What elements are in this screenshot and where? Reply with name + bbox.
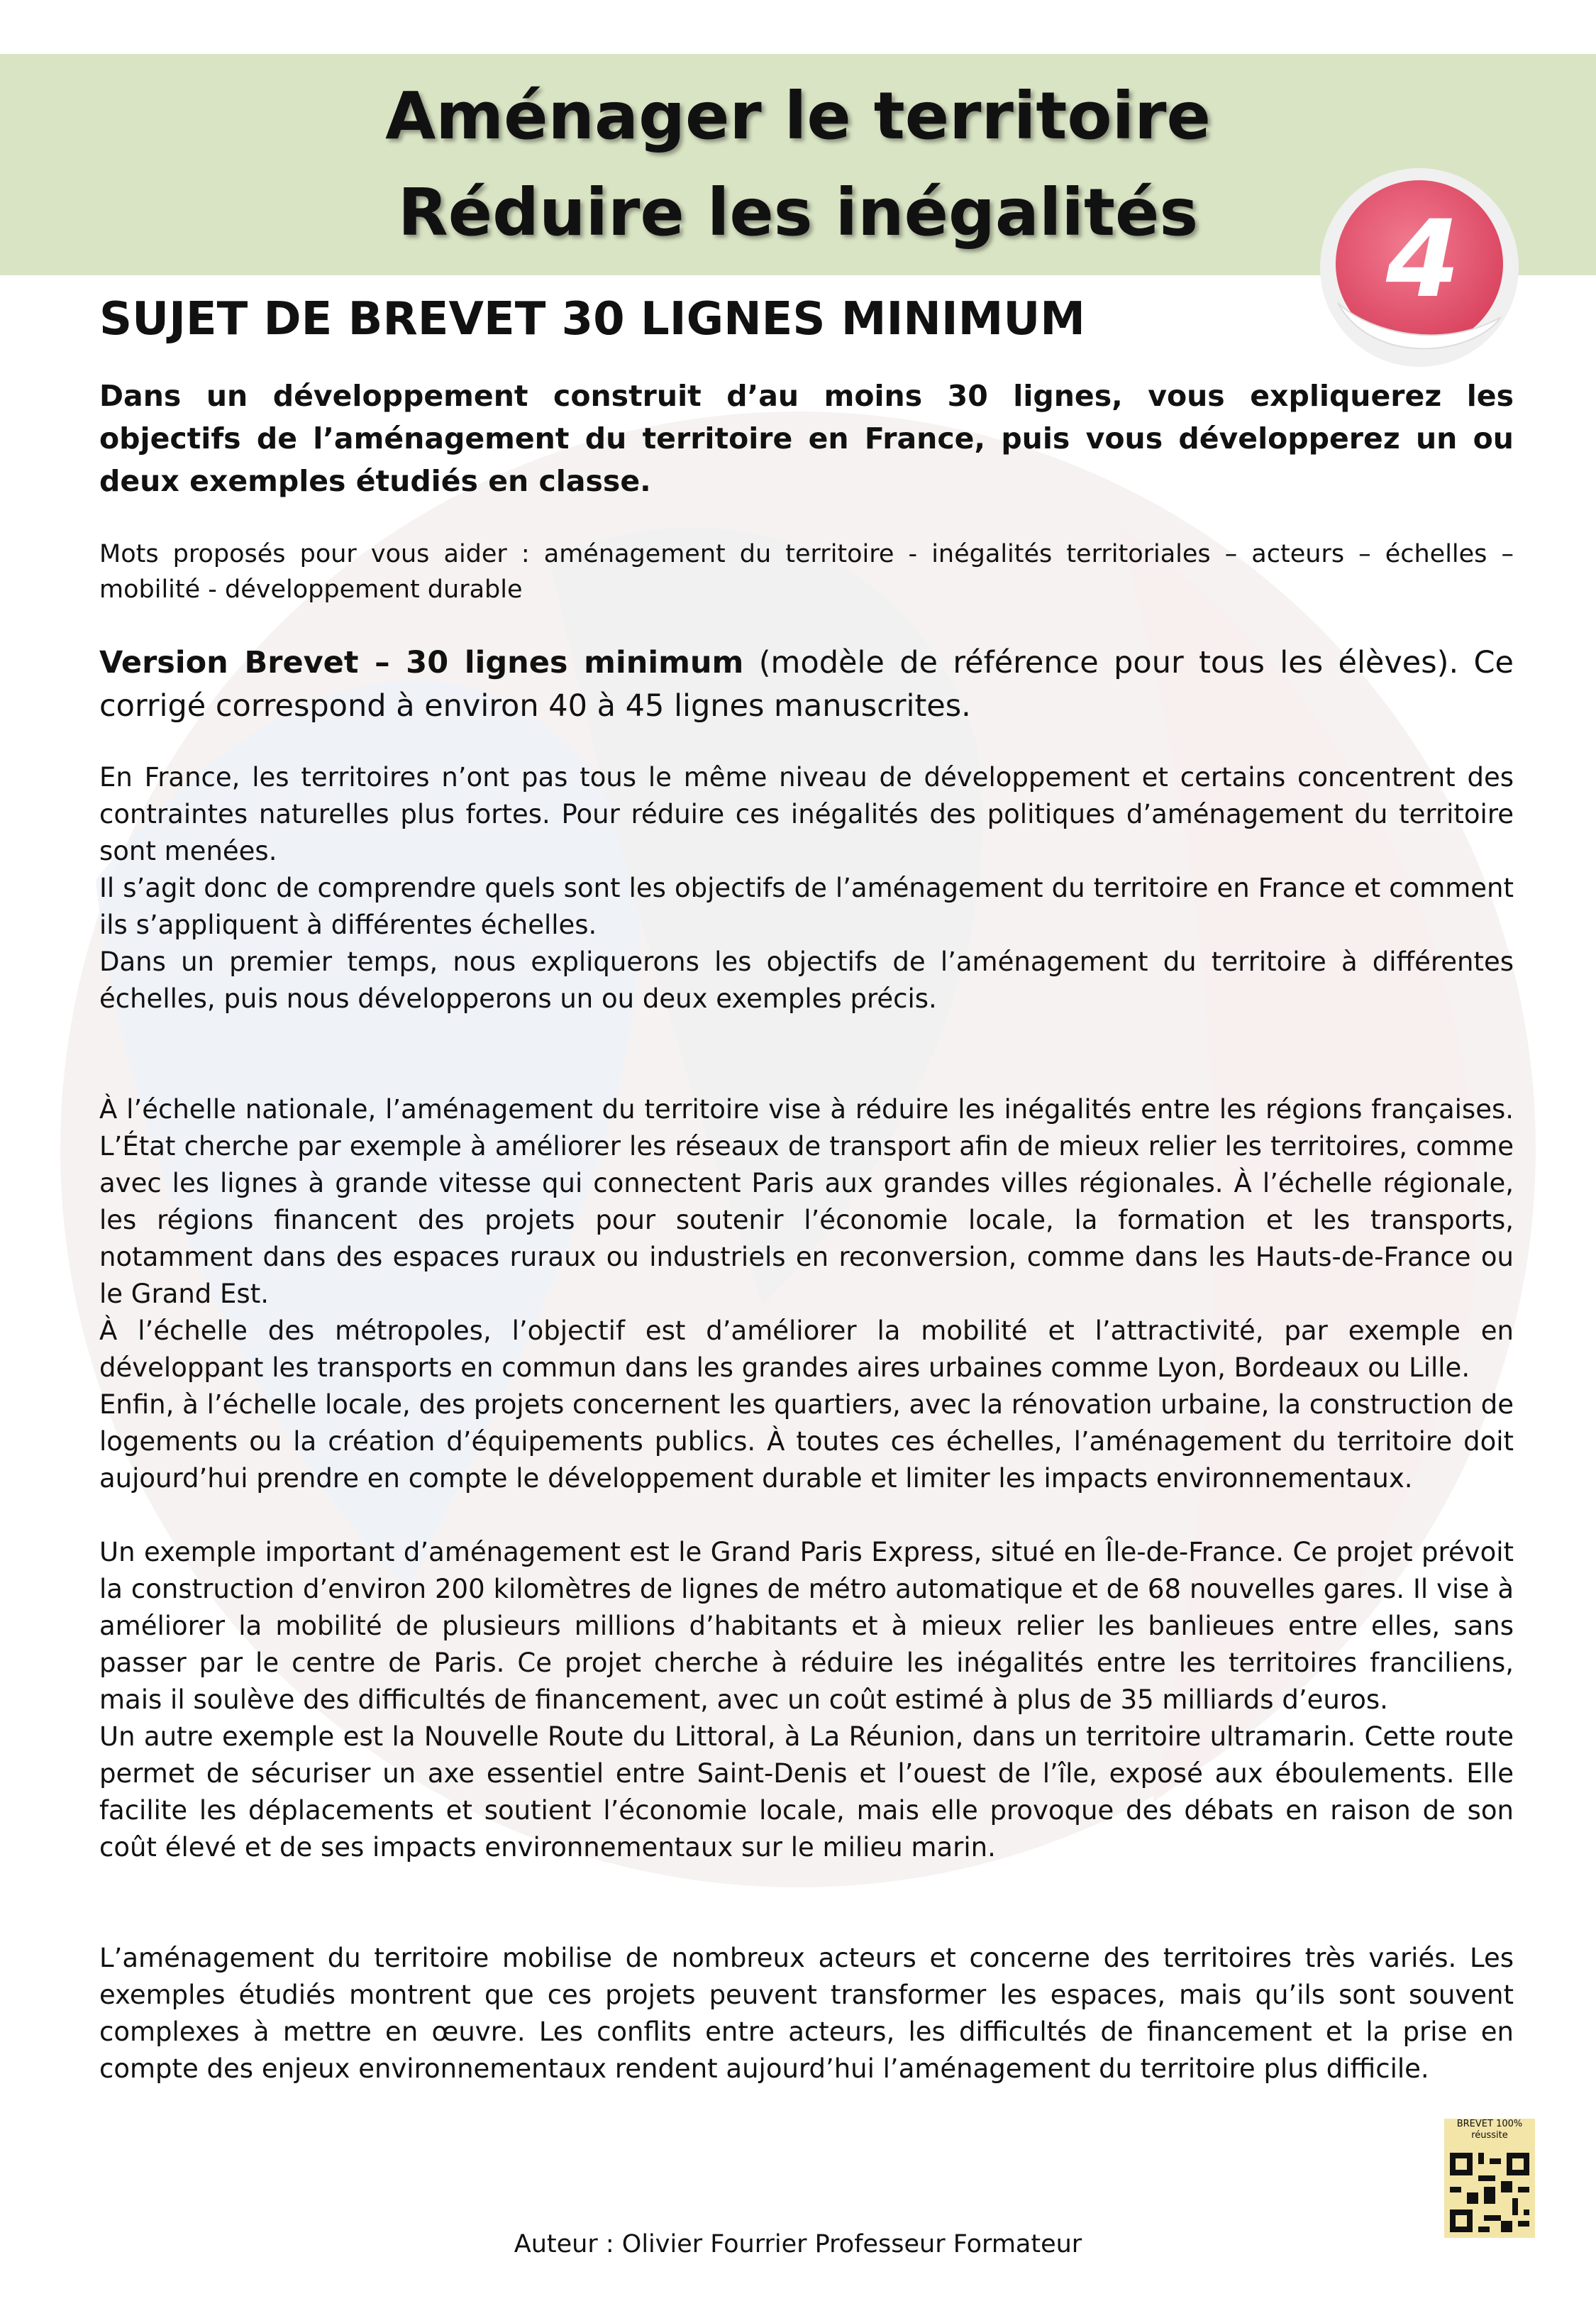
development-paragraph-national-regional: À l’échelle nationale, l’aménagement du territoire vise à réduire les inégalités entre les régions françaises. L’État cherche par exemple à améliorer les réseaux de transport afin de mieux relier les territoires, comme avec les lignes à grande vitesse qui connectent Paris aux grandes villes régionales. À l’échelle régionale, les régions financent des projets pour soutenir l’économie locale, la formation et les transports, notamment dans des espaces ruraux ou industriels en reconversion, comme dans les Hauts-de-France ou le Grand Est.: [99, 1094, 1514, 1309]
example-paragraph-route-littoral: Un autre exemple est la Nouvelle Route du Littoral, à La Réunion, dans un territoire ultramarin. Cette route permet de sécuriser un axe essentiel entre Saint-Denis et l’ouest de l’île, exposé aux éboulements. Elle facilite les déplacements et soutient l’économie locale, mais elle provoque des débats en raison de son coût élevé et de ses impacts environnementaux sur le milieu marin.: [99, 1721, 1514, 1863]
version-note-rest: (modèle de référence pour tous les élèves). Ce corrigé correspond à environ 40 à 45 lignes manuscrites.: [99, 645, 1514, 724]
footer-author: Auteur : Olivier Fourrier Professeur Formateur: [514, 2230, 1082, 2258]
subject-heading: SUJET DE BREVET 30 LIGNES MINIMUM: [99, 293, 1085, 346]
development-paragraph-metropoles: À l’échelle des métropoles, l’objectif est d’améliorer la mobilité et l’attractivité, par exemple en développant les transports en commun dans les grandes aires urbaines comme Lyon, Bordeaux ou Lille.: [99, 1315, 1514, 1383]
suggested-words: Mots proposés pour vous aider : aménagement du territoire - inégalités territoriales – acteurs – échelles – mobilité - développement durable: [99, 540, 1514, 604]
qr-code-icon: [1444, 2147, 1535, 2238]
conclusion-paragraph: L’aménagement du territoire mobilise de nombreux acteurs et concerne des territoires très variés. Les exemples étudiés montrent que ces projets peuvent transformer les espaces, mais qu’ils sont souvent complexes à mettre en œuvre. Les conflits entre acteurs, les difficultés de financement et la prise en compte des enjeux environnementaux rendent aujourd’hui l’aménagement du territoire plus difficile.: [99, 1943, 1514, 2084]
development-paragraph-local: Enfin, à l’échelle locale, des projets concernent les quartiers, avec la rénovation urbaine, la construction de logements ou la création d’équipements publics. À toutes ces échelles, l’aménagement du territoire doit aujourd’hui prendre en compte le développement durable et limiter les impacts environnementaux.: [99, 1389, 1514, 1494]
qr-code-block[interactable]: [1444, 2119, 1535, 2238]
version-note-bold: Version Brevet – 30 lignes minimum: [99, 645, 744, 680]
example-paragraph-grand-paris: Un exemple important d’aménagement est le Grand Paris Express, situé en Île-de-France. Ce projet prévoit la construction d’environ 200 kilomètres de lignes de métro automatique et de 68 nouvelles gares. Il vise à améliorer la mobilité de plusieurs millions d’habitants et à mieux relier les banlieues entre elles, sans passer par le centre de Paris. Ce projet cherche à réduire les inégalités entre les territoires franciliens, mais il soulève des difficultés de financement, avec un coût estimé à plus de 35 milliards d’euros.: [99, 1537, 1514, 1715]
subject-question: Dans un développement construit d’au moins 30 lignes, vous expliquerez les objectifs de l’aménagement du territoire en France, puis vous développerez un ou deux exemples étudiés en classe.: [99, 379, 1514, 498]
qr-label-line-1: BREVET 100%: [1456, 2119, 1523, 2129]
document-body: [99, 284, 1514, 2087]
intro-paragraph-1: En France, les territoires n’ont pas tous le même niveau de développement et certains concentrent des contraintes naturelles plus fortes. Pour réduire ces inégalités des politiques d’aménagement du territoire sont menées.: [99, 762, 1514, 866]
version-note: [99, 641, 1514, 728]
page-title-line-2: Réduire les inégalités: [397, 175, 1199, 250]
chapter-number: 4: [1385, 198, 1461, 321]
qr-label-line-2: réussite: [1471, 2130, 1508, 2141]
intro-paragraph-2: Il s’agit donc de comprendre quels sont les objectifs de l’aménagement du territoire en France et comment ils s’appliquent à différentes échelles.: [99, 873, 1514, 940]
page-title-line-1: Aménager le territoire: [385, 78, 1211, 154]
intro-paragraph-3: Dans un premier temps, nous expliquerons les objectifs de l’aménagement du territoire à différentes échelles, puis nous développerons un ou deux exemples précis.: [99, 947, 1514, 1014]
qr-label: [1444, 2119, 1535, 2147]
chapter-number-sticker-icon: [1309, 165, 1529, 370]
